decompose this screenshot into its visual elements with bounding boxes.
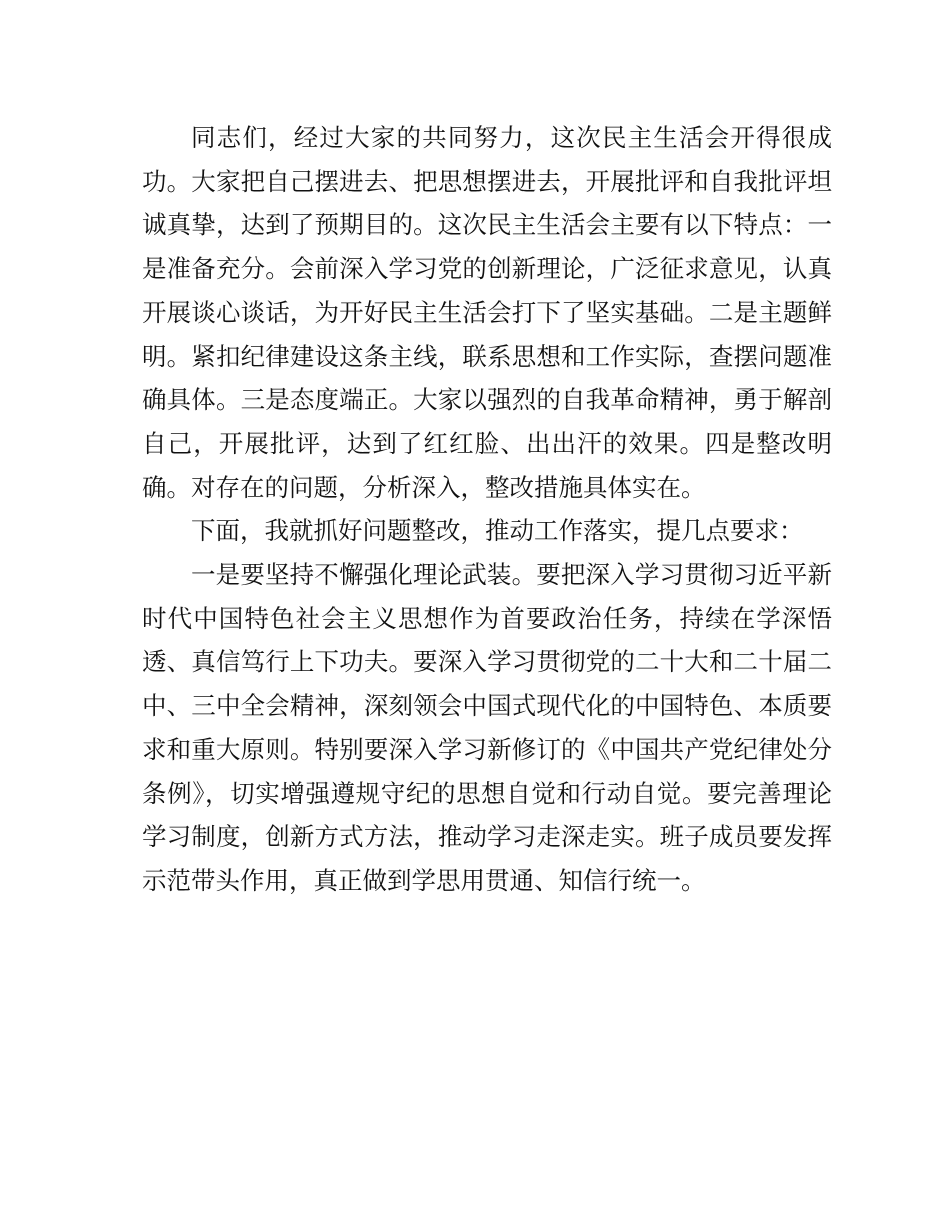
- paragraph-summary: 同志们，经过大家的共同努力，这次民主生活会开得很成功。大家把自己摆进去、把思想摆进去，开展批评和自我批评坦诚真挚，达到了预期目的。这次民主生活会主要有以下特点：一是准备充分。会前深入学习党的创新理论，广泛征求意见，认真开展谈心谈话，为开好民主生活会打下了坚实基础。二是主题鲜明。紧扣纪律建设这条主线，联系思想和工作实际，查摆问题准确具体。三是态度端正。大家以强烈的自我革命精神，勇于解剖自己，开展批评，达到了红红脸、出出汗的效果。四是整改明确。对存在的问题，分析深入，整改措施具体实在。: [142, 123, 832, 502]
- paragraph-transition: 下面，我就抓好问题整改，推动工作落实，提几点要求：: [191, 516, 804, 546]
- document-body: [142, 116, 832, 903]
- paragraph-requirement-one: 一是要坚持不懈强化理论武装。要把深入学习贯彻习近平新时代中国特色社会主义思想作为首要政治任务，持续在学深悟透、真信笃行上下功夫。要深入学习贯彻党的二十大和二十届二中、三中全会精神，深刻领会中国式现代化的中国特色、本质要求和重大原则。特别要深入学习新修订的《中国共产党纪律处分条例》，切实增强遵规守纪的思想自觉和行动自觉。要完善理论学习制度，创新方式方法，推动学习走深走实。班子成员要发挥示范带头作用，真正做到学思用贯通、知信行统一。: [142, 560, 832, 895]
